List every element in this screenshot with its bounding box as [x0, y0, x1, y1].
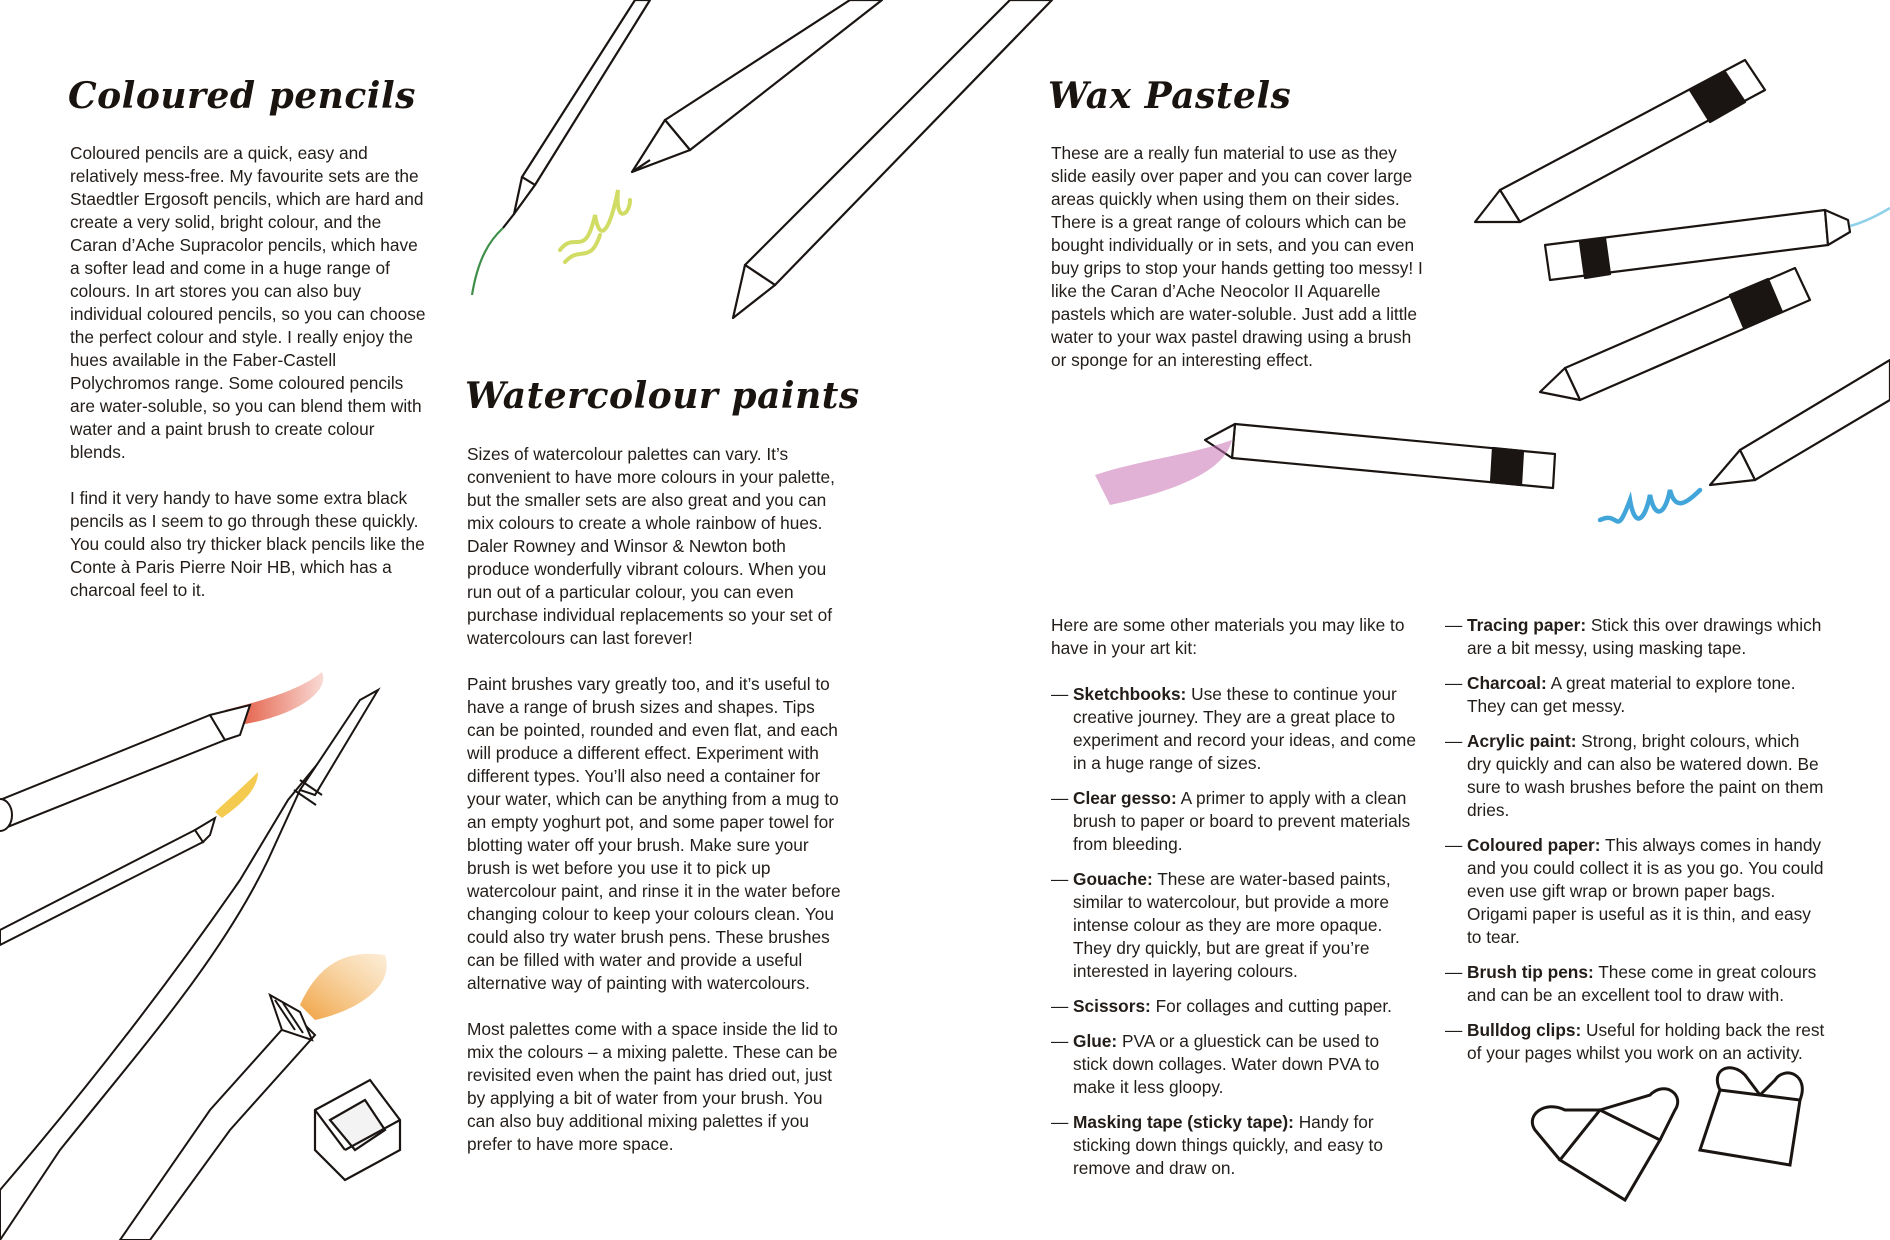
- bulldog-clip-icon: [1532, 1089, 1677, 1200]
- bulldog-clip-icon: [1700, 1068, 1802, 1165]
- materials-list: [1445, 614, 1825, 1065]
- paragraph: Here are some other materials you may like to have in your art kit:: [1051, 615, 1405, 658]
- heading-watercolour-paints: Watercolour paints: [465, 375, 860, 417]
- materials-column-1: [1051, 683, 1416, 1192]
- paint-pan-icon: [315, 1080, 400, 1180]
- list-item: — Clear gesso: A primer to apply with a clean brush to paper or board to prevent materials from bleeding.: [1051, 787, 1416, 856]
- wax-pastel-icon: [1545, 210, 1850, 280]
- wax-pastel-icon: [1540, 268, 1810, 400]
- list-item: — Sketchbooks: Use these to continue your creative journey. They are a great place to experiment and record your ideas, and come in a huge range of sizes.: [1051, 683, 1416, 775]
- list-item: — Coloured paper: This always comes in handy and you could collect it is as you go. You could even use gift wrap or brown paper bags. Origami paper is useful as it is thin, and easy to tear.: [1445, 834, 1825, 949]
- list-item: — Masking tape (sticky tape): Handy for sticking down things quickly, and easy to remove and draw on.: [1051, 1111, 1416, 1180]
- yellow-paint-stroke: [215, 772, 258, 818]
- paragraph: Coloured pencils are a quick, easy and relatively mess-free. My favourite sets are the Staedtler Ergosoft pencils, which are hard and create a very solid, bright colour, and the Caran d’Ache Supracolor pencils, which have a softer lead and come in a huge range of colours. In art stores you can also buy individual coloured pencils, so you can choose the perfect colour and style. I really enjoy the hues available in the Faber-Castell Polychromos range. Some coloured pencils are water-soluble, so you can blend them with water and a paint brush to create colour blends.: [70, 143, 426, 462]
- coloured-pencils-text: [70, 142, 432, 625]
- paragraph: Sizes of watercolour palettes can vary. It’s convenient to have more colours in your palette, but the smaller sets are also great and you can mix colours to create a whole rainbow of hues. Daler Rowney and Winsor & Newton both produce wonderfully vibrant colours. When you run out of a particular colour, you can even purchase individual replacements so your set of watercolours can last forever!: [467, 444, 835, 648]
- blue-scribble: [1600, 490, 1700, 522]
- list-item: — Acrylic paint: Strong, bright colours, which dry quickly and can also be watered down. Be sure to wash brushes before the paint on them dries.: [1445, 730, 1825, 822]
- heading-coloured-pencils: Coloured pencils: [68, 75, 416, 117]
- orange-paint-stroke: [300, 954, 387, 1020]
- wax-pastel-icon: [1475, 60, 1765, 222]
- paintbrush-icon: [0, 705, 250, 831]
- list-item: — Scissors: For collages and cutting paper.: [1051, 995, 1416, 1018]
- materials-column-2: [1445, 614, 1825, 1077]
- yellow-scribble: [560, 190, 630, 262]
- green-pencil-line: [472, 228, 503, 295]
- list-item: — Gouache: These are water-based paints, similar to watercolour, but provide a more intense colour as they are more opaque. They dry quickly, but are great if you’re interested in layering colours.: [1051, 868, 1416, 983]
- list-item: — Tracing paper: Stick this over drawings which are a bit messy, using masking tape.: [1445, 614, 1825, 660]
- materials-intro: [1051, 614, 1406, 683]
- pencil-icon: [632, 0, 882, 172]
- list-item: — Charcoal: A great material to explore tone. They can get messy.: [1445, 672, 1825, 718]
- paintbrush-icon: [0, 818, 215, 945]
- paragraph: These are a really fun material to use as they slide easily over paper and you can cover large areas quickly when using them on their sides. There is a great range of colours which can be bought individually or in sets, and you can even buy grips to stop your hands getting too messy! I like the Caran d’Ache Neocolor II Aquarelle pastels which are water-soluble. Just add a little water to your wax pastel drawing using a brush or sponge for an interesting effect.: [1051, 143, 1423, 370]
- wax-pastel-icon: [1205, 424, 1555, 488]
- materials-list: [1051, 683, 1416, 1180]
- watercolour-text: [467, 443, 847, 1179]
- list-item: — Glue: PVA or a gluestick can be used to stick down collages. Water down PVA to make it less gloopy.: [1051, 1030, 1416, 1099]
- pencil-icon: [503, 0, 650, 228]
- paragraph: I find it very handy to have some extra black pencils as I seem to go through these quickly. You could also try thicker black pencils like the Conte à Paris Pierre Noir HB, which has a charcoal feel to it.: [70, 488, 425, 600]
- heading-wax-pastels: Wax Pastels: [1048, 75, 1292, 117]
- light-blue-line: [1850, 208, 1890, 226]
- paragraph: Paint brushes vary greatly too, and it’s useful to have a range of brush sizes and shapes. Tips can be pointed, rounded and even flat, and each will produce a different effect. Experiment with different types. You’ll also need a container for your water, which can be anything from a mug to an empty yoghurt pot, and some paper towel for blotting water off your brush. Make sure your brush is wet before you use it to pick up watercolour paint, and rinse it in the water before changing colour to keep your colours clean. You could also try water brush pens. These brushes can be filled with water and provide a useful alternative way of painting with watercolours.: [467, 674, 841, 993]
- wax-pastels-text: [1051, 142, 1426, 395]
- list-item: — Brush tip pens: These come in great colours and can be an excellent tool to draw with.: [1445, 961, 1825, 1007]
- paragraph: Most palettes come with a space inside the lid to mix the colours – a mixing palette. These can be revisited even when the paint has dried out, just by applying a bit of water from your brush. You can also buy additional mixing palettes if you prefer to have more space.: [467, 1019, 838, 1154]
- pink-crayon-stroke: [1095, 440, 1232, 505]
- wax-pastel-icon: [1710, 360, 1890, 485]
- list-item: — Bulldog clips: Useful for holding back the rest of your pages whilst you work on an activity.: [1445, 1019, 1825, 1065]
